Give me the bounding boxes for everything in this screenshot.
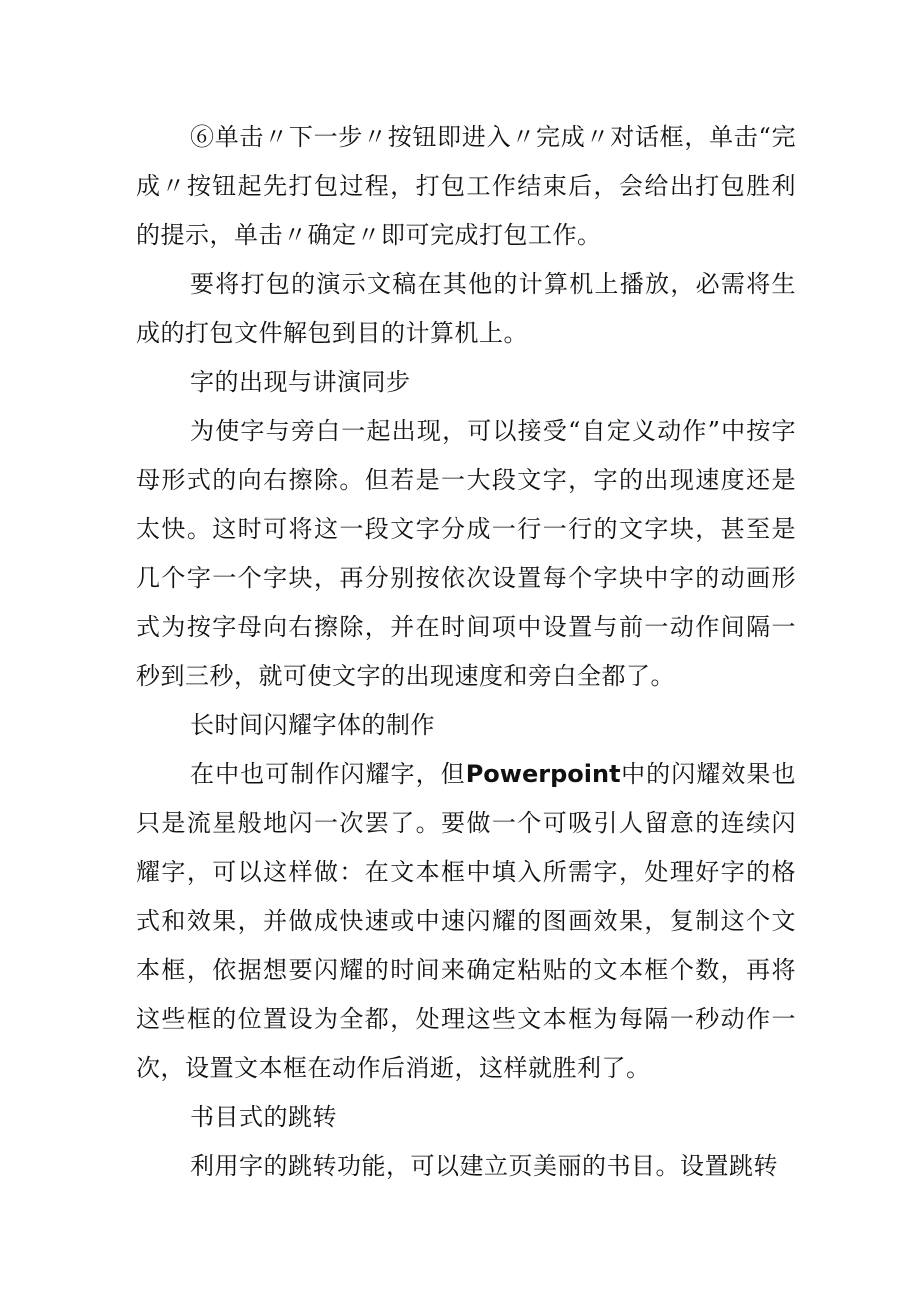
heading-toc-jump: 书目式的跳转 [190,1103,337,1131]
heading-text-sync: 字的出现与讲演同步 [190,368,411,396]
paragraph-step-6: ⑥单击〃下一步〃按钮即进入〃完成〃对话框，单击“完成〃按钮起先打包过程，打包工作结束后，会给出打包胜利的提示，单击〃确定〃即可完成打包工作。 [136,123,796,249]
document-body [136,113,796,1191]
paragraph-text-sync: 为使字与旁白一起出现，可以接受“自定义动作”中按字母形式的向右擦除。但若是一大段文字，字的出现速度还是太快。这时可将这一段文字分成一行一行的文字块，甚至是几个字一个字块，再分别按依次设置每个字块中字的动画形式为按字母向右擦除，并在时间项中设置与前一动作间隔一秒到三秒，就可使文字的出现速度和旁白全都了。 [136,417,796,690]
paragraph-long-flash-part-1: 在中也可制作闪耀字，但 [190,760,466,788]
heading-long-flash: 长时间闪耀字体的制作 [190,711,435,739]
paragraph-long-flash-part-2: 中的闪耀效果也只是流星般地闪一次罢了。要做一个可吸引人留意的连续闪耀字，可以这样做：在文本框中填入所需字，处理好字的格式和效果，并做成快速或中速闪耀的图画效果，复制这个文本框，依据想要闪耀的时间来确定粘贴的文本框个数，再将这些框的位置设为全都，处理这些文本框为每隔一秒动作一次，设置文本框在动作后消逝，这样就胜利了。 [136,760,797,1082]
powerpoint-term: Powerpoint [465,760,621,788]
paragraph-toc-jump: 利用字的跳转功能，可以建立页美丽的书目。设置跳转 [190,1152,778,1180]
paragraph-long-flash [136,750,796,1093]
paragraph-play-on-other-computer: 要将打包的演示文稿在其他的计算机上播放，必需将生成的打包文件解包到目的计算机上。 [136,270,796,347]
